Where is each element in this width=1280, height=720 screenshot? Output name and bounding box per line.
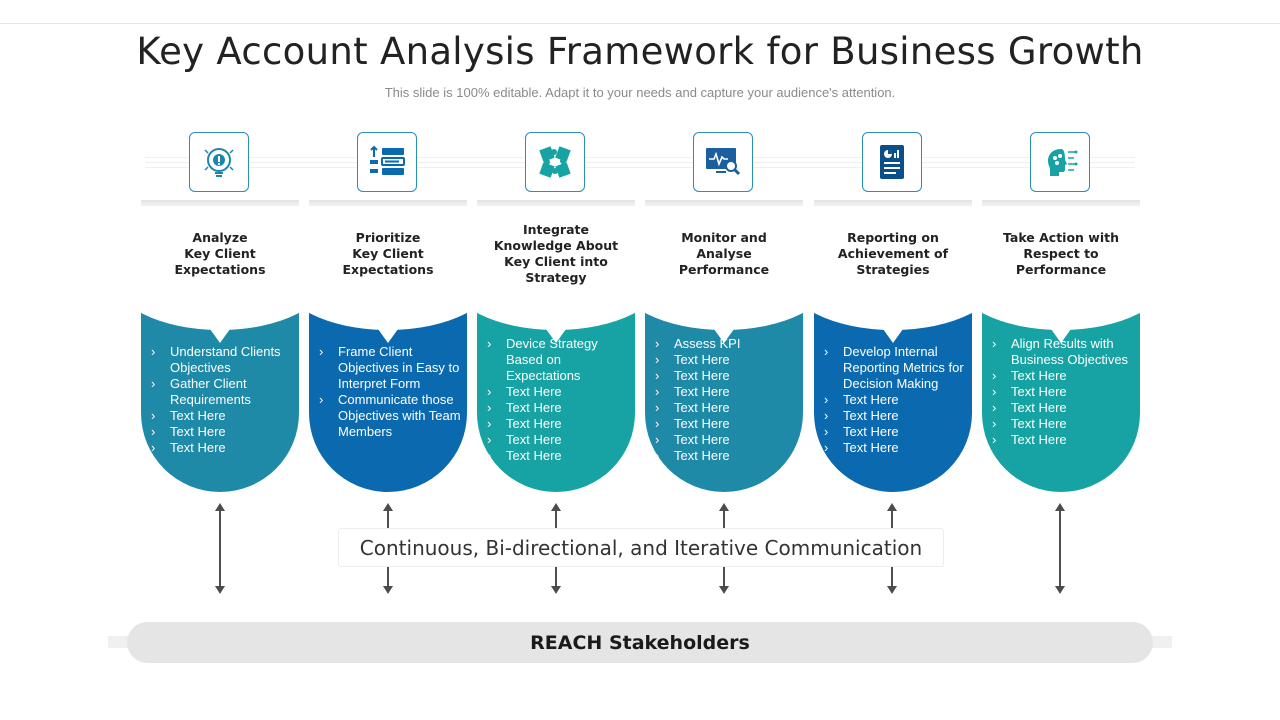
- bidirectional-arrow: [1055, 503, 1065, 594]
- framework-column-4: [645, 130, 803, 495]
- framework-column-2: [309, 130, 467, 495]
- framework-column-3: [477, 130, 635, 495]
- lightbulb-gear-icon: [201, 144, 237, 180]
- list-item: › Gather Client Requirements: [151, 376, 297, 408]
- list-item: › Text Here: [655, 368, 801, 384]
- list-item: › Text Here: [655, 432, 801, 448]
- list-item: › Text Here: [487, 400, 633, 416]
- column-bullet-list: [992, 336, 1138, 448]
- puzzle-icon: [536, 143, 574, 181]
- brain-head-icon: [1041, 143, 1079, 181]
- icon-frame: [189, 132, 249, 192]
- icon-frame: [357, 132, 417, 192]
- list-item: › Device Strategy Based on Expectations: [487, 336, 633, 384]
- priority-list-icon: [368, 144, 406, 180]
- bidirectional-arrow: [215, 503, 225, 594]
- list-item: › Text Here: [655, 352, 801, 368]
- list-item: › Text Here: [487, 416, 633, 432]
- list-item: › Text Here: [992, 384, 1138, 400]
- list-item: › Align Results with Business Objectives: [992, 336, 1138, 368]
- monitor-search-icon: [704, 144, 742, 180]
- list-item: › Text Here: [992, 400, 1138, 416]
- list-item: › Frame Client Objectives in Easy to Interpret Form: [319, 344, 465, 392]
- list-item: › Assess KPI: [655, 336, 801, 352]
- column-title: Take Action with Respect to Performance: [1002, 230, 1120, 277]
- column-title: Analyze Key Client Expectations: [174, 230, 266, 277]
- communication-label: Continuous, Bi-directional, and Iterative Communication: [338, 528, 944, 567]
- list-item: › Text Here: [151, 408, 297, 424]
- framework-column-6: [982, 130, 1140, 495]
- column-title: Integrate Knowledge About Key Client into Strategy: [493, 222, 619, 285]
- icon-frame: [525, 132, 585, 192]
- column-title: Prioritize Key Client Expectations: [342, 230, 434, 277]
- column-bullet-list: [151, 344, 297, 456]
- list-item: › Text Here: [655, 416, 801, 432]
- page-subtitle: This slide is 100% editable. Adapt it to your needs and capture your audience's attention.: [384, 85, 896, 100]
- list-item: › Text Here: [824, 392, 970, 408]
- list-item: › Text Here: [487, 448, 633, 464]
- list-item: › Text Here: [824, 440, 970, 456]
- list-item: › Text Here: [655, 384, 801, 400]
- list-item: › Text Here: [487, 432, 633, 448]
- list-item: › Text Here: [151, 440, 297, 456]
- list-item: › Text Here: [151, 424, 297, 440]
- column-bullet-list: [319, 344, 465, 440]
- column-title: Reporting on Achievement of Strategies: [837, 230, 949, 277]
- icon-frame: [862, 132, 922, 192]
- stakeholders-bar: REACH Stakeholders: [127, 622, 1153, 663]
- report-document-icon: [875, 143, 909, 181]
- list-item: › Communicate those Objectives with Team Members: [319, 392, 465, 440]
- framework-column-5: [814, 130, 972, 495]
- column-bullet-list: [655, 336, 801, 464]
- list-item: › Text Here: [992, 416, 1138, 432]
- column-title: Monitor and Analyse Performance: [678, 230, 770, 277]
- list-item: › Text Here: [487, 384, 633, 400]
- top-divider: [0, 23, 1280, 24]
- list-item: › Text Here: [824, 408, 970, 424]
- column-bullet-list: [487, 336, 633, 464]
- column-bullet-list: [824, 344, 970, 456]
- list-item: › Text Here: [655, 448, 801, 464]
- icon-frame: [693, 132, 753, 192]
- page-title: Key Account Analysis Framework for Business Growth: [136, 30, 1144, 73]
- list-item: › Text Here: [655, 400, 801, 416]
- list-item: › Understand Clients Objectives: [151, 344, 297, 376]
- list-item: › Text Here: [992, 432, 1138, 448]
- framework-column-1: [141, 130, 299, 495]
- list-item: › Text Here: [824, 424, 970, 440]
- icon-frame: [1030, 132, 1090, 192]
- list-item: › Develop Internal Reporting Metrics for Decision Making: [824, 344, 970, 392]
- list-item: › Text Here: [992, 368, 1138, 384]
